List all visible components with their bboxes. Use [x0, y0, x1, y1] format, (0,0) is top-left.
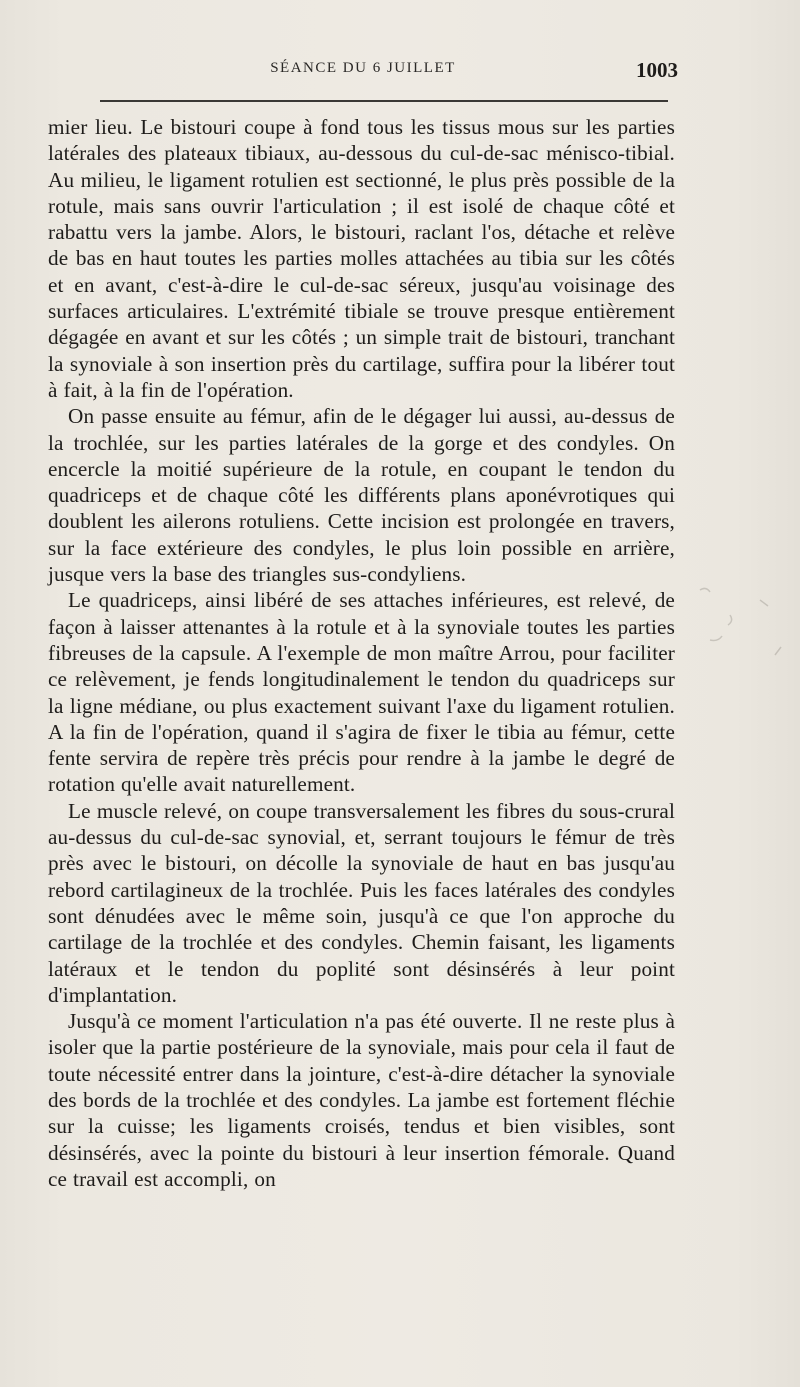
paragraph-2: On passe ensuite au fémur, afin de le dégager lui aussi, au-dessus de la trochlée, sur les parties latérales de la gorge et des condyles. On encercle la moitié supérieure de la rotule, en coupant le tendon du quadriceps et de chaque côté les différents plans aponévrotiques qui doublent les ailerons rotuliens. Cette incision est prolongée en travers, sur la face extérieure des condyles, le plus loin possible en arrière, jusque vers la base des triangles sus-condyliens.	[48, 404, 675, 587]
paragraph-5: Jusqu'à ce moment l'articulation n'a pas été ouverte. Il ne reste plus à isoler que la partie postérieure de la synoviale, mais pour cela il faut de toute nécessité entrer dans la jointure, c'est-à-dire détacher la synoviale des bords de la trochlée et des condyles. La jambe est fortement fléchie sur la cuisse; les ligaments croisés, tendus et bien visibles, sont désinsérés, avec la pointe du bistouri à leur insertion fémorale. Quand ce travail est accompli, on	[48, 1009, 675, 1191]
paragraph-1: mier lieu. Le bistouri coupe à fond tous les tissus mous sur les parties latérales des plateaux tibiaux, au-dessous du cul-de-sac ménisco-tibial. Au milieu, le ligament rotulien est sectionné, le plus près possible de la rotule, mais sans ouvrir l'articulation ; il est isolé de chaque côté et rabattu vers la jambe. Alors, le bistouri, raclant l'os, détache et relève de bas en haut toutes les parties molles attachées au tibia sur les côtés et en avant, c'est-à-dire le cul-de-sac séreux, jusqu'au voisinage des surfaces articulaires. L'extrémité tibiale se trouve presque entièrement dégagée en avant et sur les côtés ; un simple trait de bistouri, tranchant la synoviale à son insertion près du cartilage, suffira pour la libérer tout à fait, à la fin de l'opération.	[48, 115, 675, 402]
running-title: SÉANCE DU 6 JUILLET	[270, 60, 456, 76]
bleed-through-marks	[690, 560, 795, 680]
header-rule	[100, 100, 668, 102]
page-number: 1003	[636, 58, 678, 82]
running-head	[48, 58, 678, 88]
paragraph-3: Le quadriceps, ainsi libéré de ses attaches inférieures, est relevé, de façon à laisser attenantes à la rotule et à la synoviale toutes les parties fibreuses de la capsule. A l'exemple de mon maître Arrou, pour faciliter ce relèvement, je fends longitudinalement le tendon du quadriceps sur la ligne médiane, ou plus exactement suivant l'axe du ligament rotulien. A la fin de l'opération, quand il s'agira de fixer le tibia au fémur, cette fente servira de repère très précis pour rendre à la jambe le degré de rotation qu'elle avait naturellement.	[48, 588, 675, 797]
body-text	[48, 114, 675, 1192]
paragraph-4: Le muscle relevé, on coupe transversalement les fibres du sous-crural au-dessus du cul-de-sac synovial, et, serrant toujours le fémur de très près avec le bistouri, on décolle la synoviale de haut en bas jusqu'au rebord cartilagineux de la trochlée. Puis les faces latérales des condyles sont dénudées avec le même soin, jusqu'à ce que l'on approche du cartilage de la trochlée et des condyles. Chemin faisant, les ligaments latéraux et le tendon du poplité sont désinsérés à leur point d'implantation.	[48, 798, 675, 1007]
